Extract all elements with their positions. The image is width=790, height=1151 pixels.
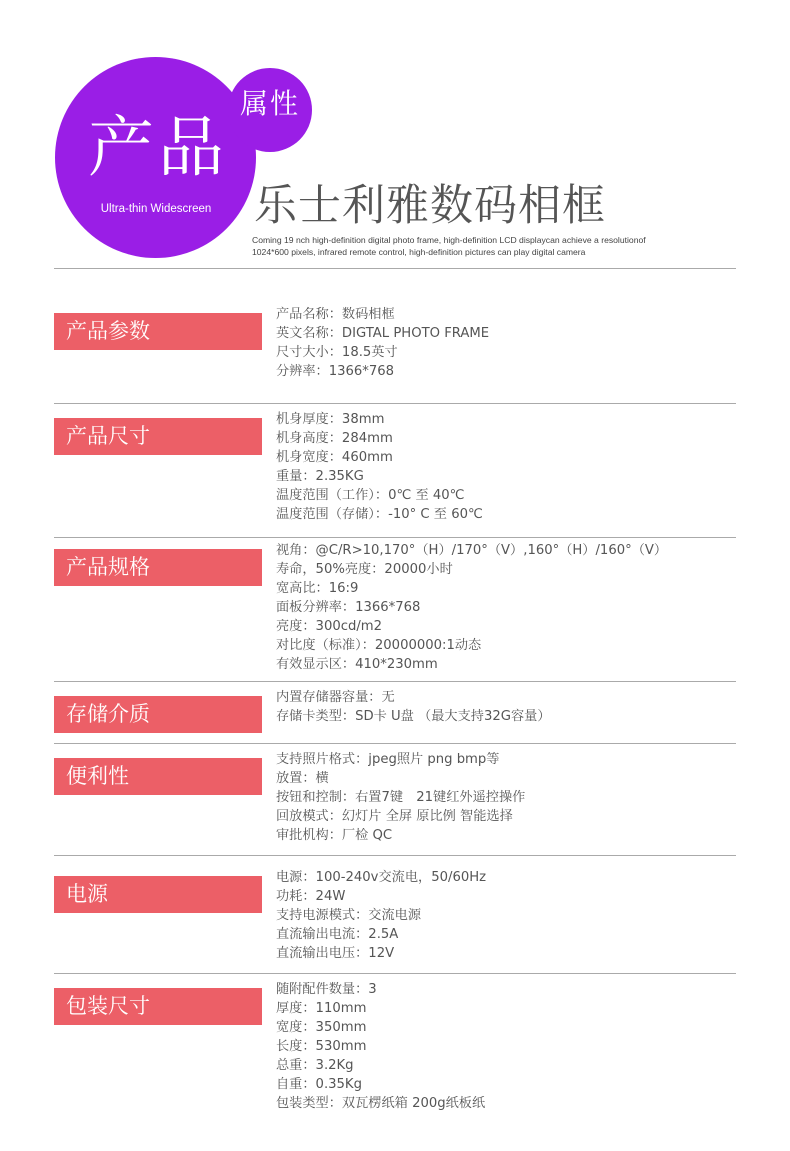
section-divider: [54, 743, 736, 744]
spec-line: 支持电源模式：交流电源: [276, 908, 422, 923]
spec-list: [276, 305, 489, 381]
section-label-band: [54, 418, 262, 455]
spec-line: 存储卡类型：SD卡 U盘 （最大支持32G容量）: [276, 709, 551, 724]
spec-line: 有效显示区：410*230mm: [276, 657, 438, 672]
spec-line: 温度范围（工作）：0℃ 至 40℃: [276, 488, 465, 503]
section-label-band: [54, 758, 262, 795]
section-label-band: [54, 549, 262, 586]
spec-line: 寿命，50%亮度：20000小时: [276, 562, 453, 577]
section-divider: [54, 855, 736, 856]
spec-line: 机身高度：284mm: [276, 431, 393, 446]
section-label: 电源: [66, 882, 108, 906]
spec-line: 内置存储器容量：无: [276, 690, 395, 705]
spec-line: 按钮和控制：右置7键 21键红外遥控操作: [276, 790, 526, 805]
description-line: Coming 19 nch high-definition digital photo frame, high-definition LCD displaycan achieve a resolutionof: [252, 235, 646, 245]
spec-line: 尺寸大小：18.5英寸: [276, 345, 398, 360]
spec-line: 总重：3.2Kg: [276, 1058, 354, 1073]
spec-list: [276, 750, 525, 845]
spec-list: [276, 541, 667, 674]
spec-line: 直流输出电流：2.5A: [276, 927, 399, 942]
badge-tagline: Ultra-thin Widescreen: [100, 203, 212, 215]
spec-line: 宽度：350mm: [276, 1020, 367, 1035]
spec-line: 随附配件数量：3: [276, 982, 377, 997]
spec-line: 温度范围（存储）：-10° C 至 60℃: [276, 507, 483, 522]
spec-line: 功耗：24W: [276, 889, 346, 904]
description-line: 1024*600 pixels, infrared remote control, high-definition pictures can play digital camera: [252, 247, 586, 257]
spec-line: 机身宽度：460mm: [276, 450, 393, 465]
spec-list: [276, 410, 483, 524]
spec-line: 亮度：300cd/m2: [276, 619, 383, 634]
spec-line: 面板分辨率：1366*768: [276, 600, 421, 615]
section-label: 产品尺寸: [66, 424, 150, 448]
spec-line: 重量：2.35KG: [276, 469, 364, 484]
section-label-band: [54, 313, 262, 350]
section-label: 包装尺寸: [66, 994, 150, 1018]
section-label-band: [54, 696, 262, 733]
spec-line: 长度：530mm: [276, 1039, 367, 1054]
spec-line: 英文名称：DIGTAL PHOTO FRAME: [276, 326, 490, 341]
page-description: [252, 234, 732, 258]
spec-line: 厚度：110mm: [276, 1001, 367, 1016]
spec-list: [276, 688, 551, 726]
spec-line: 自重：0.35Kg: [276, 1077, 362, 1092]
spec-line: 回放模式：幻灯片 全屏 原比例 智能选择: [276, 809, 513, 824]
spec-line: 产品名称：数码相框: [276, 307, 395, 322]
spec-line: 包装类型：双瓦楞纸箱 200g纸板纸: [276, 1096, 486, 1111]
spec-line: 放置：横: [276, 771, 329, 786]
section-divider: [54, 537, 736, 538]
section-label: 存储介质: [66, 702, 150, 726]
spec-line: 机身厚度：38mm: [276, 412, 385, 427]
section-label-band: [54, 876, 262, 913]
spec-line: 支持照片格式：jpeg照片 png bmp等: [276, 752, 500, 767]
page-title: 乐士利雅数码相框: [254, 181, 606, 231]
badge-title: 产品: [88, 109, 228, 186]
spec-line: 对比度（标准）：20000000:1动态: [276, 638, 482, 653]
spec-line: 宽高比：16:9: [276, 581, 359, 596]
header-divider: [54, 268, 736, 269]
spec-line: 视角：@C/R>10,170°（H）/170°（V）,160°（H）/160°（V）: [276, 543, 668, 558]
spec-line: 审批机构：厂检 QC: [276, 828, 393, 843]
spec-list: [276, 868, 486, 963]
section-label: 便利性: [66, 764, 129, 788]
badge-subtitle: 属性: [239, 87, 300, 120]
section-divider: [54, 973, 736, 974]
section-label-band: [54, 988, 262, 1025]
section-label: 产品规格: [66, 555, 150, 579]
spec-line: 电源：100-240v交流电，50/60Hz: [276, 870, 487, 885]
section-divider: [54, 403, 736, 404]
spec-list: [276, 980, 485, 1113]
spec-line: 分辨率：1366*768: [276, 364, 395, 379]
spec-line: 直流输出电压：12V: [276, 946, 395, 961]
section-label: 产品参数: [66, 319, 150, 343]
section-divider: [54, 681, 736, 682]
